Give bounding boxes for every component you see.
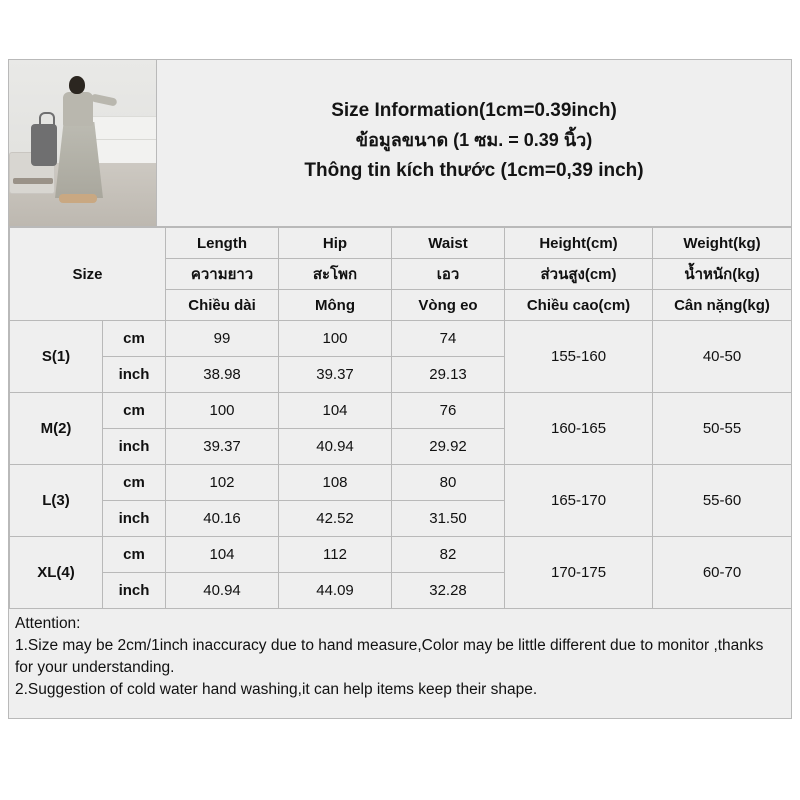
cell-weight-s: 40-50 [653,321,792,393]
cell-waist-cm-s: 74 [392,321,505,357]
cell-height-xl: 170-175 [505,537,653,609]
cell-height-s: 155-160 [505,321,653,393]
cell-length-inch-m: 39.37 [166,429,279,465]
attention-title: Attention: [15,615,81,632]
size-table [9,227,792,609]
header-height-vi: Chiều cao(cm) [505,290,653,321]
title-block [157,60,791,226]
table-row [10,465,792,501]
size-chart-card [8,59,792,719]
cell-waist-cm-m: 76 [392,393,505,429]
cell-hip-cm-s: 100 [279,321,392,357]
attention-block [9,609,791,701]
cell-waist-inch-xl: 32.28 [392,573,505,609]
row-unit-cm-s: cm [103,321,166,357]
photo-bag [31,124,57,166]
header-hip-th: สะโพก [279,259,392,290]
title-vietnamese: Thông tin kích thước (1cm=0,39 inch) [304,159,644,181]
header-weight-th: น้ำหนัก(kg) [653,259,792,290]
cell-length-cm-m: 100 [166,393,279,429]
cell-waist-inch-l: 31.50 [392,501,505,537]
cell-weight-m: 50-55 [653,393,792,465]
table-row [10,537,792,573]
cell-waist-inch-s: 29.13 [392,357,505,393]
title-thai: ข้อมูลขนาด (1 ซม. = 0.39 นิ้ว) [355,130,593,151]
header-waist-th: เอว [392,259,505,290]
table-row [10,393,792,429]
header-length-en: Length [166,228,279,259]
header-weight-en: Weight(kg) [653,228,792,259]
cell-length-inch-xl: 40.94 [166,573,279,609]
cell-height-m: 160-165 [505,393,653,465]
header-hip-en: Hip [279,228,392,259]
header-length-th: ความยาว [166,259,279,290]
cell-hip-cm-m: 104 [279,393,392,429]
header-height-en: Height(cm) [505,228,653,259]
header-waist-vi: Vòng eo [392,290,505,321]
row-unit-inch-l: inch [103,501,166,537]
row-unit-cm-m: cm [103,393,166,429]
cell-height-l: 165-170 [505,465,653,537]
row-unit-inch-m: inch [103,429,166,465]
cell-hip-cm-xl: 112 [279,537,392,573]
header-weight-vi: Cân nặng(kg) [653,290,792,321]
cell-weight-xl: 60-70 [653,537,792,609]
attention-line-1: 1.Size may be 2cm/1inch inaccuracy due to hand measure,Color may be little different due to monitor ,thanks for your understanding. [15,637,768,676]
table-row [10,321,792,357]
product-photo [9,60,157,226]
header-height-th: ส่วนสูง(cm) [505,259,653,290]
row-unit-inch-s: inch [103,357,166,393]
cell-waist-inch-m: 29.92 [392,429,505,465]
row-size-s: S(1) [10,321,103,393]
cell-hip-inch-s: 39.37 [279,357,392,393]
row-unit-cm-xl: cm [103,537,166,573]
row-unit-cm-l: cm [103,465,166,501]
cell-length-inch-l: 40.16 [166,501,279,537]
header-hip-vi: Mông [279,290,392,321]
row-unit-inch-xl: inch [103,573,166,609]
title-english: Size Information(1cm=0.39inch) [331,100,617,122]
cell-hip-inch-xl: 44.09 [279,573,392,609]
attention-line-2: 2.Suggestion of cold water hand washing,it can help items keep their shape. [15,681,538,698]
cell-hip-inch-m: 40.94 [279,429,392,465]
table-header-row-en [10,228,792,259]
row-size-l: L(3) [10,465,103,537]
photo-model-head [69,76,85,94]
cell-hip-cm-l: 108 [279,465,392,501]
cell-hip-inch-l: 42.52 [279,501,392,537]
cell-length-cm-l: 102 [166,465,279,501]
header-length-vi: Chiều dài [166,290,279,321]
photo-table [13,178,53,184]
cell-length-cm-xl: 104 [166,537,279,573]
header-size-label: Size [10,228,166,321]
photo-model-shoes [59,194,97,203]
cell-length-cm-s: 99 [166,321,279,357]
row-size-xl: XL(4) [10,537,103,609]
row-size-m: M(2) [10,393,103,465]
photo-model-top [63,92,93,126]
cell-waist-cm-l: 80 [392,465,505,501]
cell-weight-l: 55-60 [653,465,792,537]
header-waist-en: Waist [392,228,505,259]
cell-waist-cm-xl: 82 [392,537,505,573]
chart-header [9,60,791,227]
cell-length-inch-s: 38.98 [166,357,279,393]
